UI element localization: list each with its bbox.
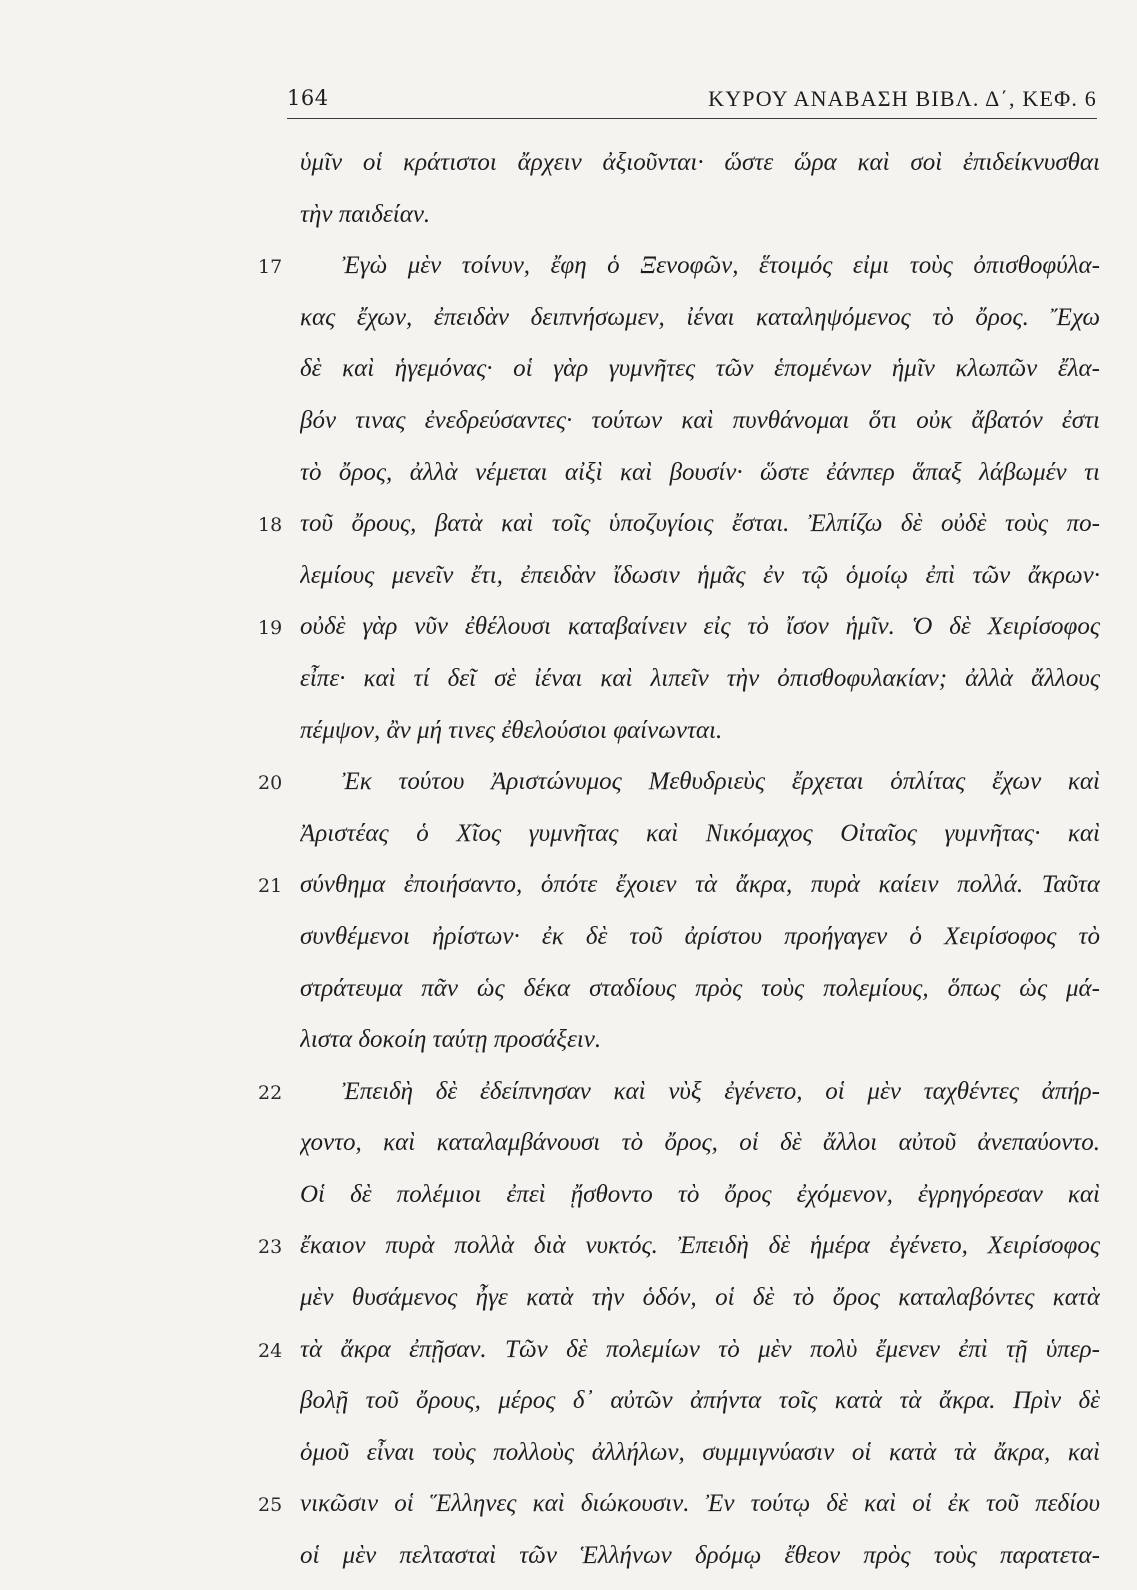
text-line xyxy=(0,403,1137,455)
line-text: τὰ ἄκρα ἐπῇσαν. Τῶν δὲ πολεμίων τὸ μὲν πολὺ ἔμενεν ἐπὶ τῇ ὑπερ- xyxy=(300,1335,1100,1363)
section-number: 21 xyxy=(258,875,283,898)
text-line xyxy=(0,145,1137,197)
line-text: τοῦ ὄρους, βατὰ καὶ τοῖς ὑποζυγίοις ἔσται. Ἐλπίζω δὲ οὐδὲ τοὺς πο- xyxy=(300,510,1100,538)
text-line xyxy=(0,197,1137,249)
text-line xyxy=(0,1486,1137,1538)
text-line xyxy=(0,1177,1137,1229)
running-head: ΚΥΡΟΥ ΑΝΑΒΑΣΗ ΒΙΒΛ. Δ΄, ΚΕΦ. 6 xyxy=(708,86,1097,111)
line-text: μὲν θυσάμενος ἦγε κατὰ τὴν ὁδόν, οἱ δὲ τὸ ὄρος καταλαβόντες κατὰ xyxy=(300,1284,1100,1312)
line-text: συνθέμενοι ἠρίστων· ἐκ δὲ τοῦ ἀρίστου προήγαγεν ὁ Χειρίσοφος τὸ xyxy=(300,922,1100,950)
text-line xyxy=(0,1280,1137,1332)
line-text: βόν τινας ἐνεδρεύσαντες· τούτων καὶ πυνθάνομαι ὅτι οὐκ ἄβατόν ἐστι xyxy=(300,406,1100,434)
line-text: Οἱ δὲ πολέμιοι ἐπεὶ ᾔσθοντο τὸ ὄρος ἐχόμενον, ἐγρηγόρεσαν καὶ xyxy=(300,1180,1100,1208)
line-text: λιστα δοκοίη ταύτῃ προσάξειν. xyxy=(300,1026,602,1054)
line-text: ὑμῖν οἱ κράτιστοι ἄρχειν ἀξιοῦνται· ὥστε ὥρα καὶ σοὶ ἐπιδείκνυσθαι xyxy=(300,149,1100,176)
line-text: Ἀριστέας ὁ Χῖος γυμνῆτας καὶ Νικόμαχος Οἰταῖος γυμνῆτας· καὶ xyxy=(300,819,1100,847)
section-number: 22 xyxy=(258,1081,283,1104)
text-line xyxy=(0,764,1137,816)
text-line xyxy=(0,300,1137,352)
section-number: 17 xyxy=(258,256,283,279)
line-text: εἶπε· καὶ τί δεῖ σὲ ἰέναι καὶ λιπεῖν τὴν ὀπισθοφυλακίαν; ἀλλὰ ἄλλους xyxy=(300,664,1100,692)
section-number: 24 xyxy=(258,1339,283,1362)
section-number: 18 xyxy=(258,514,283,537)
text-line xyxy=(0,1383,1137,1435)
line-text: τὴν παιδείαν. xyxy=(300,200,431,228)
section-number: 25 xyxy=(258,1494,283,1517)
line-text: ὁμοῦ εἶναι τοὺς πολλοὺς ἀλλήλων, συμμιγνύασιν οἱ κατὰ τὰ ἄκρα, καὶ xyxy=(300,1438,1100,1466)
page-header xyxy=(287,78,1097,119)
text-line xyxy=(0,1125,1137,1177)
text-line xyxy=(0,1538,1137,1590)
text-line xyxy=(0,1022,1137,1074)
text-line xyxy=(0,661,1137,713)
line-text: τὸ ὄρος, ἀλλὰ νέμεται αἰξὶ καὶ βουσίν· ὥστε ἐάνπερ ἅπαξ λάβωμέν τι xyxy=(300,458,1100,486)
text-line xyxy=(0,455,1137,507)
line-text: κας ἔχων, ἐπειδὰν δειπνήσωμεν, ἰέναι καταληψόμενος τὸ ὄρος. Ἔχω xyxy=(300,303,1100,331)
text-line xyxy=(0,713,1137,765)
line-text: Ἐπειδὴ δὲ ἐδείπνησαν καὶ νὺξ ἐγένετο, οἱ μὲν ταχθέντες ἀπήρ- xyxy=(342,1077,1100,1105)
line-text: Ἐκ τούτου Ἀριστώνυμος Μεθυδριεὺς ἔρχεται ὁπλίτας ἔχων καὶ xyxy=(342,768,1100,796)
text-line xyxy=(0,1435,1137,1487)
text-line xyxy=(0,919,1137,971)
text-line xyxy=(0,558,1137,610)
line-text: ἔκαιον πυρὰ πολλὰ διὰ νυκτός. Ἐπειδὴ δὲ ἡμέρα ἐγένετο, Χειρίσοφος xyxy=(300,1232,1100,1260)
section-number: 19 xyxy=(258,617,283,640)
text-line xyxy=(0,1074,1137,1126)
text-line xyxy=(0,609,1137,661)
line-text: οὐδὲ γὰρ νῦν ἐθέλουσι καταβαίνειν εἰς τὸ ἴσον ἡμῖν. Ὁ δὲ Χειρίσοφος xyxy=(300,613,1100,641)
text-line xyxy=(0,351,1137,403)
line-text: πέμψον, ἂν μή τινες ἐθελούσιοι φαίνωνται. xyxy=(300,716,723,744)
text-line xyxy=(0,971,1137,1023)
page-number: 164 xyxy=(287,86,329,110)
text-line xyxy=(0,816,1137,868)
line-text: νικῶσιν οἱ Ἕλληνες καὶ διώκουσιν. Ἐν τούτῳ δὲ καὶ οἱ ἐκ τοῦ πεδίου xyxy=(300,1490,1100,1518)
line-text: βολῇ τοῦ ὄρους, μέρος δ᾽ αὐτῶν ἀπήντα τοῖς κατὰ τὰ ἄκρα. Πρὶν δὲ xyxy=(300,1387,1100,1415)
text-line xyxy=(0,248,1137,300)
line-text: λεμίους μενεῖν ἔτι, ἐπειδὰν ἴδωσιν ἡμᾶς ἐν τῷ ὁμοίῳ ἐπὶ τῶν ἄκρων· xyxy=(300,561,1100,589)
line-text: οἱ μὲν πελτασταὶ τῶν Ἑλλήνων δρόμῳ ἔθεον πρὸς τοὺς παρατετα- xyxy=(300,1542,1100,1570)
line-text: χοντο, καὶ καταλαμβάνουσι τὸ ὄρος, οἱ δὲ ἄλλοι αὐτοῦ ἀνεπαύοντο. xyxy=(300,1129,1100,1157)
section-number: 23 xyxy=(258,1236,283,1259)
line-text: δὲ καὶ ἡγεμόνας· οἱ γὰρ γυμνῆτες τῶν ἑπομένων ἡμῖν κλωπῶν ἔλα- xyxy=(300,355,1100,383)
line-text: σύνθημα ἐποιήσαντο, ὁπότε ἔχοιεν τὰ ἄκρα, πυρὰ καίειν πολλά. Ταῦτα xyxy=(300,871,1100,899)
text-line xyxy=(0,867,1137,919)
text-body xyxy=(0,145,1137,1590)
text-line xyxy=(0,1332,1137,1384)
line-text: Ἐγὼ μὲν τοίνυν, ἔφη ὁ Ξενοφῶν, ἕτοιμός εἰμι τοὺς ὀπισθοφύλα- xyxy=(342,252,1100,280)
text-line xyxy=(0,1228,1137,1280)
text-line xyxy=(0,506,1137,558)
section-number: 20 xyxy=(258,772,283,795)
line-text: στράτευμα πᾶν ὡς δέκα σταδίους πρὸς τοὺς πολεμίους, ὅπως ὡς μά- xyxy=(300,974,1100,1002)
